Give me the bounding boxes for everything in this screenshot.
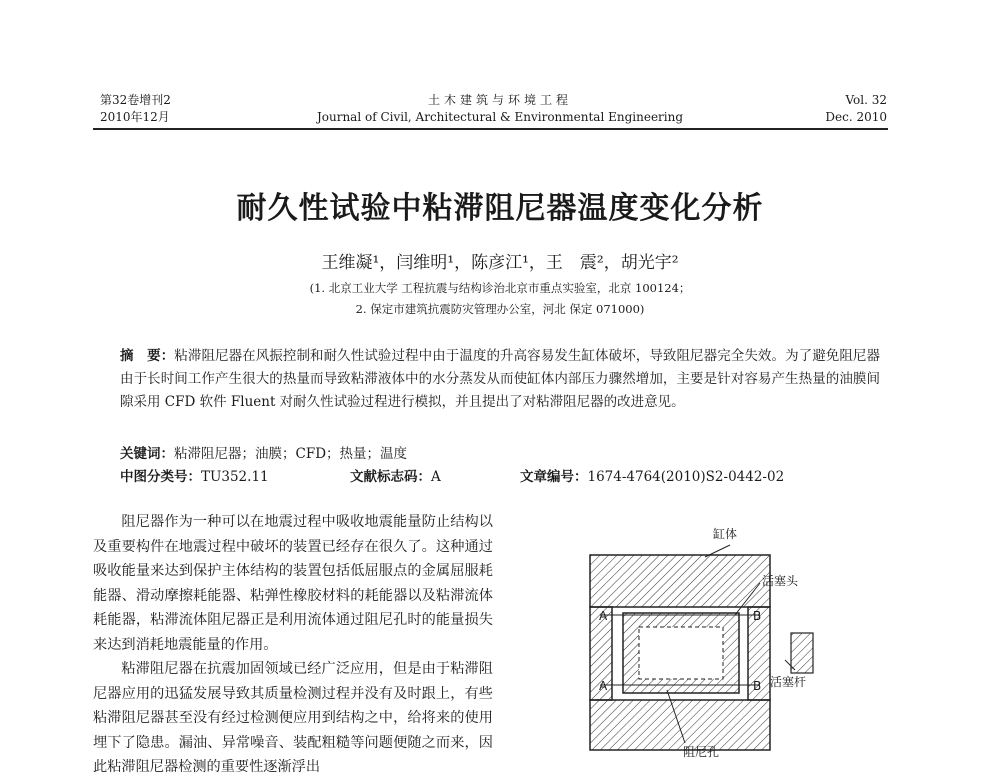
body-column-left	[93, 510, 493, 780]
header-rule	[93, 128, 888, 130]
art-label: 文章编号：	[520, 469, 588, 485]
cylinder-bottom-wall	[590, 700, 770, 750]
paper-title: 耐久性试验中粘滞阻尼器温度变化分析	[236, 191, 764, 226]
doc-label: 文献标志码：	[350, 469, 431, 485]
body-paragraph-1: 阻尼器作为一种可以在地震过程中吸收地震能量防止结构以及重要构件在地震过程中破坏的装置已经存在很久了。这种通过吸收能量来达到保护主体结构的装置包括低屈服点的金属屈服耗能器、滑动摩擦耗能器、粘弹性橡胶材料的耗能器以及粘滞流体耗能器，粘滞流体阻尼器正是利用流体通过阻尼孔时的能量损失来达到消耗地震能量的作用。	[93, 514, 493, 653]
damper-diagram	[555, 515, 815, 759]
cylinder-top-wall	[590, 555, 770, 607]
body-paragraph-2: 粘滞阻尼器在抗震加固领域已经广泛应用，但是由于粘滞阻尼器应用的迅猛发展导致其质量检测过程并没有及时跟上，有些粘滞阻尼器甚至没有经过检测便应用到结构之中，给将来的使用埋下了隐患。漏油、异常噪音、装配粗糙等问题便随之而来，因此粘滞阻尼器检测的重要性逐渐浮出	[93, 661, 493, 775]
clc-number	[120, 465, 269, 485]
affiliation-2: 2. 保定市建筑抗震防灾管理办公室，河北 保定 071000)	[355, 302, 645, 316]
keywords-text: 粘滞阻尼器；油膜；CFD；热量；温度	[174, 446, 408, 462]
abstract-text: 粘滞阻尼器在风振控制和耐久性试验过程中由于温度的升高容易发生缸体破坏，导致阻尼器完全失效。为了避免阻尼器由于长时间工作产生很大的热量而导致粘滞液体中的水分蒸发从而使缸体内部压力骤然增加，主要是针对容易产生热量的油膜间隙采用 CFD 软件 Fluent 对耐久性试验过程进行模拟，并且提出了对粘滞阻尼器的改进意见。	[120, 348, 881, 410]
piston-core	[639, 627, 723, 679]
label-section-b-lower: B	[753, 679, 762, 693]
label-orifice: 阻尼孔	[683, 745, 720, 759]
keywords-label: 关键词：	[120, 446, 174, 462]
header-center	[250, 92, 750, 126]
keywords	[120, 442, 407, 462]
journal-name-en: Journal of Civil, Architectural & Environmental Engineering	[316, 110, 684, 124]
label-section-a-upper: A	[599, 609, 608, 623]
header-right	[825, 92, 887, 126]
piston-rod	[791, 633, 813, 673]
clc-value: TU352.11	[201, 469, 269, 485]
label-section-a-lower: A	[599, 679, 608, 693]
date-en: Dec. 2010	[825, 110, 887, 124]
doc-value: A	[431, 469, 441, 485]
abstract	[120, 345, 880, 414]
volume-en: Vol. 32	[845, 93, 887, 107]
article-number	[520, 465, 784, 485]
document-code	[350, 465, 441, 485]
journal-name-cn: 土木建筑与环境工程	[427, 93, 572, 107]
header-left	[100, 92, 171, 126]
label-piston-rod: 活塞杆	[770, 675, 807, 689]
damper-drawing	[555, 515, 815, 759]
issue-date: 2010年12月	[100, 110, 170, 124]
author-list: 王维凝¹，闫维明¹，陈彦江¹，王 震²，胡光宇²	[321, 253, 679, 273]
affiliation-1: (1. 北京工业大学 工程抗震与结构诊治北京市重点实验室，北京 100124；	[309, 281, 691, 295]
art-value: 1674-4764(2010)S2-0442-02	[587, 469, 785, 485]
clc-label: 中图分类号：	[120, 469, 201, 485]
abstract-label: 摘 要：	[120, 348, 175, 364]
volume-issue: 第32卷增刊2	[100, 93, 171, 107]
label-piston-head: 活塞头	[762, 574, 799, 588]
label-cylinder: 缸体	[713, 527, 738, 541]
label-section-b-upper: B	[753, 609, 762, 623]
